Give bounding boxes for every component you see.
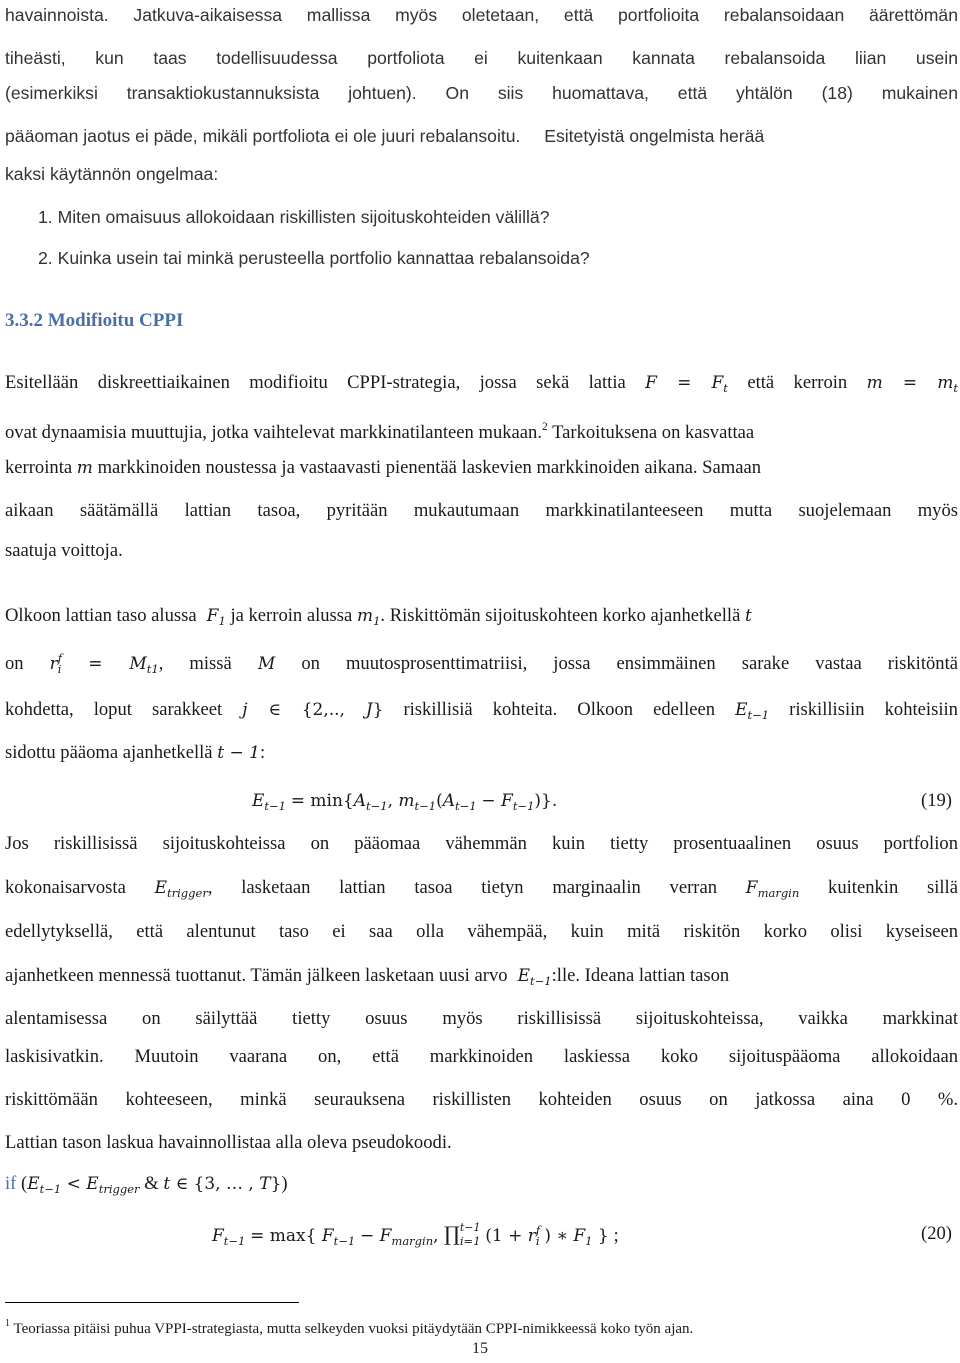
math-t-range: t ∈ {3, … , T} <box>163 1174 282 1194</box>
paragraph2-line3-text2: markkinoiden noustessa ja vastaavasti pienentää laskevien markkinoiden aikana. Samaan <box>97 457 762 478</box>
paragraph2-line5: saatuja voittoja. <box>5 540 123 561</box>
paragraph2-line1-text2: että kerroin <box>747 372 848 393</box>
paragraph4-line7: riskittömään kohteeseen, minkä seurauksena riskillisten kohteiden osuus on jatkossa aina 0 %. <box>5 1089 958 1110</box>
equation-19-number: (19) <box>921 790 952 811</box>
if-keyword: if <box>5 1173 17 1194</box>
math-e-t1: $E_{t-1}$ <box>512 966 552 988</box>
paragraph3-line4-text: sidottu pääoma ajanhetkellä <box>5 742 213 763</box>
math-multiplier: $m = m_t$ <box>866 373 959 395</box>
paragraph4-line8: Lattian tason laskua havainnollistaa alla oleva pseudokoodi. <box>5 1132 452 1153</box>
paragraph2-line1 <box>5 371 958 400</box>
paragraph3-line2-text: on <box>5 653 24 674</box>
paragraph1-line1: havainnoista. Jatkuva-aikaisessa mallissa myös oletetaan, että portfolioita rebalansoidaan äärettömän <box>5 5 958 25</box>
math-j-set: j ∈ {2,.., J} <box>242 700 384 720</box>
paragraph3-line1 <box>5 604 958 633</box>
paragraph3-line4 <box>5 741 958 765</box>
equation-20-semicolon: ; <box>613 1225 619 1246</box>
paragraph4-line6: laskisivatkin. Muutoin vaarana on, että markkinoiden laskiessa koko sijoituspääoma allokoidaan <box>5 1046 958 1067</box>
paragraph4-line2-text2: , lasketaan lattian tasoa tietyn marginaalin verran <box>207 877 718 898</box>
paragraph1-line3: (esimerkiksi transaktiokustannuksista johtuen). On siis huomattava, että yhtälön (18) mukainen <box>5 83 958 103</box>
paragraph3-line2 <box>5 652 958 681</box>
paragraph4-line3: edellytyksellä, että alentunut taso ei saa olla vähempää, kuin mitä riskitön korko olisi kyseiseen <box>5 921 958 942</box>
equation-20: $F_{t-1} = \max${ $F_{t-1} - F_{margin}$, ∏ t−1 $_{i=1}$ (1 + r f $_i$ ) ∗ $F_1$ } ; <box>212 1221 619 1248</box>
footnote-text: Teoriassa pitäisi puhua VPPI-strategiasta, mutta selkeyden vuoksi pitäydytään CPPI-nimikkeessä koko työn ajan. <box>13 1321 694 1337</box>
paragraph4-line4 <box>5 964 958 993</box>
math-t-minus-1: t − 1 <box>217 743 260 763</box>
math-e-prev: $E_{t-1}$ <box>735 700 770 722</box>
equation-20-number: (20) <box>921 1223 952 1244</box>
footnote-divider <box>5 1302 299 1303</box>
footnote-ref: 2 <box>542 421 548 433</box>
paragraph4-line2 <box>5 876 958 905</box>
paragraph4-line2-text: kokonaisarvosta <box>5 877 126 898</box>
paragraph1-line4 <box>5 124 958 148</box>
list-item-text: Miten omaisuus allokoidaan riskillisten sijoituskohteiden välillä? <box>57 207 550 227</box>
paragraph3-line3-text: kohdetta, loput sarakkeet <box>5 699 223 720</box>
math-f-margin: $F_{margin}$ <box>745 878 800 900</box>
equation-19: $E_{t-1} = \min\{A_{t-1}$, $m_{t-1}(A_{t-1} - F_{t-1})$}. <box>252 791 558 813</box>
math-t: t <box>745 606 752 626</box>
footnote <box>5 1314 693 1339</box>
paragraph1-line4-part1: pääoman jaotus ei päde, mikäli portfoliota ei ole juuri rebalansoitu. <box>5 126 521 146</box>
math-condition: $E_{t-1} < E_{trigger}$ <box>27 1174 140 1196</box>
paragraph3-line1-text2: ja kerroin alussa <box>230 605 353 626</box>
paragraph2-line2 <box>5 415 958 445</box>
list-item-number: 1. <box>38 207 53 227</box>
paragraph3-line4-colon: : <box>259 742 266 763</box>
paragraph3-line2-text2: , missä <box>158 653 232 674</box>
math-M: M <box>257 654 276 674</box>
paragraph2-line2-text2: Tarkoituksena on kasvattaa <box>552 422 755 443</box>
math-rf: r f $_i = M_{t1}$ <box>49 651 159 676</box>
paragraph4-line4-text2: :lle. Ideana lattian tason <box>551 965 730 986</box>
paragraph4-line1: Jos riskillisissä sijoituskohteissa on pääomaa vähemmän kuin tietty prosentuaalinen osuus portfolion <box>5 833 958 854</box>
paragraph4-line4-text: ajanhetkeen mennessä tuottanut. Tämän jälkeen lasketaan uusi arvo <box>5 965 508 986</box>
list-item-number: 2. <box>38 248 53 268</box>
list-item <box>38 246 938 270</box>
paragraph3-line3 <box>5 698 958 727</box>
paragraph2-line3 <box>5 456 958 480</box>
paragraph3-line3-text3: riskillisiin kohteisiin <box>789 699 958 720</box>
paragraph4-line5: alentamisessa on säilyttää tietty osuus myös riskillisissä sijoituskohteissa, vaikka markkinat <box>5 1008 958 1029</box>
footnote-marker: 1 <box>5 1318 10 1329</box>
paragraph2-line3-text: kerrointa <box>5 457 73 478</box>
math-m: m <box>76 458 93 478</box>
list-item-text: Kuinka usein tai minkä perusteella portfolio kannattaa rebalansoida? <box>57 248 590 268</box>
section-heading: 3.3.2 Modifioitu CPPI <box>5 310 184 331</box>
if-amp: & <box>144 1173 159 1194</box>
paragraph3-line2-text3: on muutosprosenttimatriisi, jossa ensimmäinen sarake vastaa riskitöntä <box>301 653 959 674</box>
math-floor: $F = F_t$ <box>645 373 728 395</box>
paragraph2-line2-text: ovat dynaamisia muuttujia, jotka vaihtelevat markkinatilanteen mukaan. <box>5 422 542 443</box>
paragraph1-line4-part2: Esitetyistä ongelmista herää <box>544 126 765 146</box>
paragraph2-line1-text: Esitellään diskreettiaikainen modifioitu CPPI-strategia, jossa sekä lattia <box>5 372 626 393</box>
math-f1: $F_1$ <box>201 606 226 628</box>
list-item <box>38 205 938 229</box>
if-close-paren: ) <box>281 1173 288 1194</box>
page-number: 15 <box>472 1340 488 1357</box>
paragraph3-line1-text3: . Riskittömän sijoituskohteen korko ajanhetkellä <box>380 605 741 626</box>
paragraph1-line5: kaksi käytännön ongelmaa: <box>5 164 219 184</box>
paragraph2-line4: aikaan säätämällä lattian tasoa, pyritään mukautumaan markkinatilanteeseen mutta suojelemaan myös <box>5 500 958 521</box>
paragraph1-line2: tiheästi, kun taas todellisuudessa portfoliota ei kuitenkaan kannata rebalansoida liian usein <box>5 48 958 68</box>
math-m1: $m_1$ <box>356 606 381 628</box>
paragraph4-line2-text3: kuitenkin sillä <box>828 877 958 898</box>
pseudocode-if <box>5 1172 958 1201</box>
paragraph3-line3-text2: riskillisiä kohteita. Olkoon edelleen <box>403 699 716 720</box>
paragraph3-line1-text: Olkoon lattian taso alussa <box>5 605 197 626</box>
math-e-trigger: $E_{trigger}$ <box>154 878 208 900</box>
if-open-paren: ( <box>21 1173 28 1194</box>
